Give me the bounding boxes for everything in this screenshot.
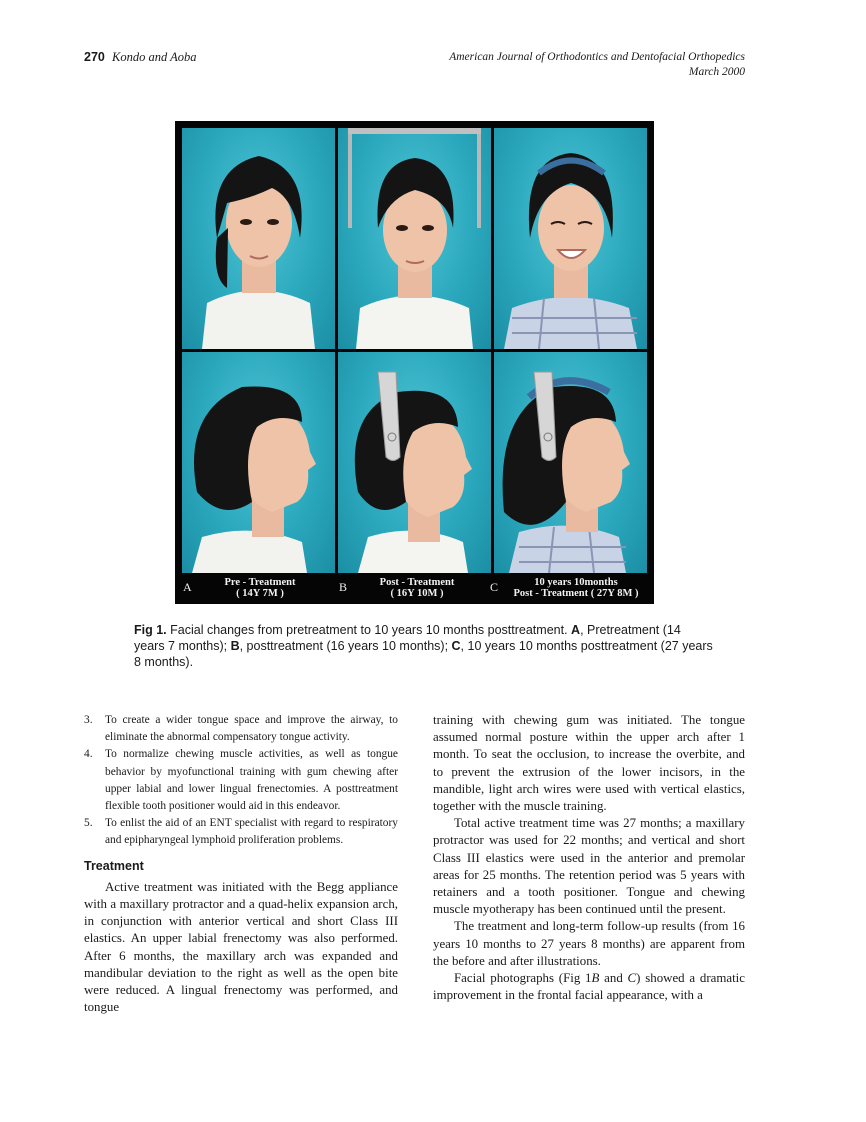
list-item: 3. To create a wider tongue space and improve the airway, to eliminate the abnormal compensatory tongue activity. bbox=[84, 714, 398, 744]
figure-caption: Fig 1. Facial changes from pretreatment to 10 years 10 months posttreatment. A, Pretreatment (14 years 7 months); B, posttreatment (16 years 10 months); C, 10 years 10 months posttreatment (27 years 8 months). bbox=[134, 623, 713, 669]
photo-a-frontal bbox=[182, 128, 335, 349]
running-header-right bbox=[449, 50, 745, 80]
running-header-left bbox=[84, 50, 196, 65]
photo-c-profile bbox=[494, 352, 647, 573]
left-column bbox=[84, 712, 398, 1016]
body-paragraph: training with chewing gum was initiated. The tongue assumed normal posture within the upper arch after 1 month. To seat the occlusion, to increase the overbite, and to prevent the extrusion of the lower incisors, in the mandible, light arch wires were used with vertical elastics, together with the muscle training. bbox=[433, 713, 745, 814]
fig-letter-a: A bbox=[183, 580, 192, 594]
page-number: 270 bbox=[84, 50, 105, 64]
photo-b-profile bbox=[338, 352, 491, 573]
figure-label-strip bbox=[175, 573, 654, 604]
photo-a-profile bbox=[182, 352, 335, 573]
fig-label-b: Post - Treatment ( 16Y 10M ) bbox=[379, 577, 455, 599]
fig-label-c: 10 years 10months Post - Treatment ( 27Y 8M ) bbox=[513, 577, 639, 599]
photo-b-frontal bbox=[338, 128, 491, 349]
fig-letter-c: C bbox=[490, 580, 499, 594]
body-paragraph: Active treatment was initiated with the Begg appliance with a maxillary protractor and a quad-helix expansion arch, in conjunction with anterior vertical and short Class III elastics. An upper labial frenectomy was also performed. After 6 months, the maxillary arch was expanded and mandibular deviation to the right as well as the open bite were reduced. A lingual frenectomy was performed, and tongue bbox=[84, 879, 398, 1015]
right-column bbox=[433, 712, 745, 1004]
section-heading: Treatment bbox=[84, 858, 144, 873]
photo-c-frontal bbox=[494, 128, 647, 349]
body-paragraph: The treatment and long-term follow-up results (from 16 years 10 months to 27 years 8 months) are apparent from the before and after illustrations. bbox=[433, 919, 745, 968]
running-authors: Kondo and Aoba bbox=[111, 50, 197, 64]
aims-list bbox=[84, 712, 398, 850]
journal-name: American Journal of Orthodontics and Dentofacial Orthopedics bbox=[449, 51, 745, 63]
body-paragraph: Facial photographs (Fig 1B and C) showed a dramatic improvement in the frontal facial appearance, with a bbox=[433, 971, 745, 1003]
caption-fig-label: Fig 1. bbox=[134, 623, 167, 637]
body-paragraph: Total active treatment time was 27 months; a maxillary protractor was used for 22 months; and vertical and short Class III elastics were used in the anterior and premolar areas for 25 months. The retention period was 5 years with retainers and a tooth positioner. Tongue and chewing muscle myotherapy has been continued until the present. bbox=[433, 816, 745, 917]
figure-1 bbox=[175, 121, 654, 604]
list-item: 4. To normalize chewing muscle activities, as well as tongue behavior by myofunctional training with gum chewing after upper labial and lower lingual frenectomies. A posttreatment flexible tooth positioner would aid in this endeavor. bbox=[84, 748, 398, 813]
list-item: 5. To enlist the aid of an ENT specialist with regard to respiratory and epipharyngeal lymphoid proliferation problems. bbox=[84, 817, 398, 847]
issue-date: March 2000 bbox=[688, 66, 745, 78]
fig-letter-b: B bbox=[339, 580, 348, 594]
fig-label-a: Pre - Treatment ( 14Y 7M ) bbox=[224, 577, 296, 599]
